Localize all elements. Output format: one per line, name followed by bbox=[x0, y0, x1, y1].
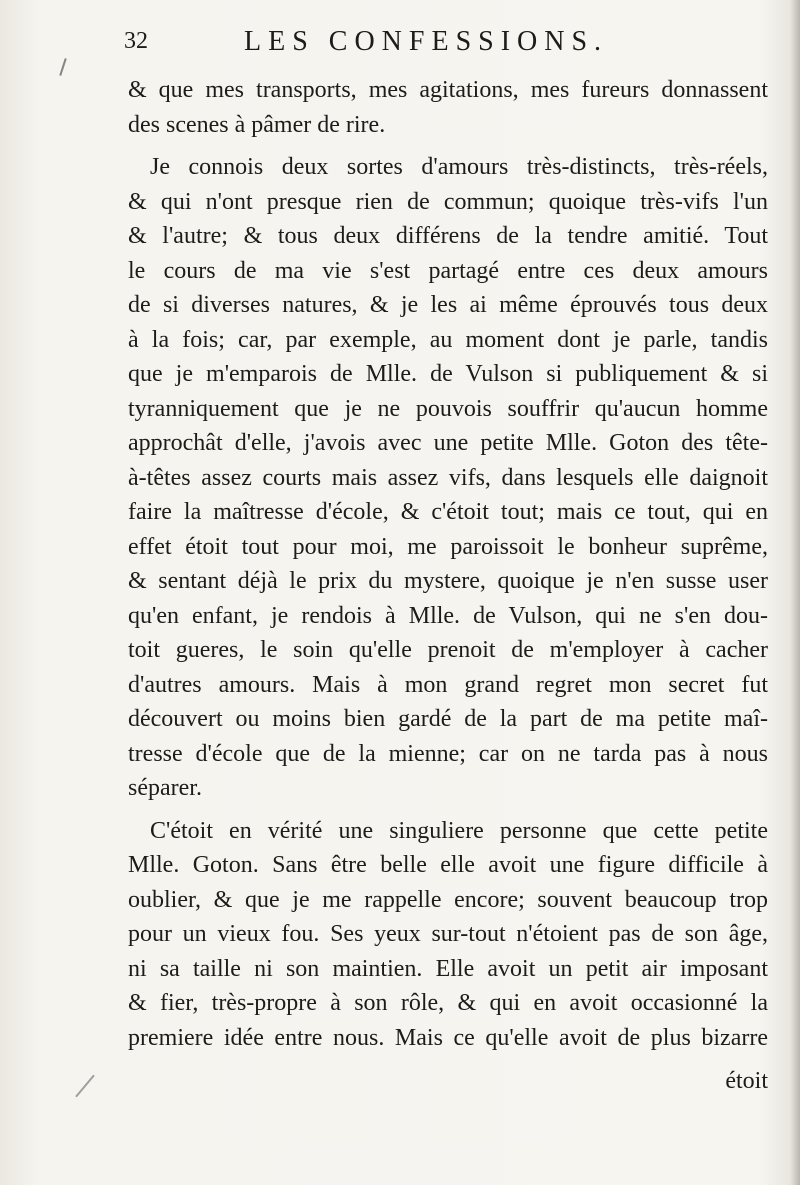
text-line: qu'en enfant, je rendois à Mlle. de Vulson, qui ne s'en dou- bbox=[128, 602, 768, 629]
text-line: & l'autre; & tous deux différens de la tendre amitié. Tout bbox=[128, 223, 768, 249]
text-line: à la fois; car, par exemple, au moment dont je parle, tandis bbox=[128, 326, 768, 353]
text-line: tyranniquement que je ne pouvois souffrir qu'aucun homme bbox=[128, 395, 768, 422]
text-line: des scenes à pâmer de rire. bbox=[128, 111, 386, 138]
body-text bbox=[128, 73, 768, 1055]
text-line: & sentant déjà le prix du mystere, quoique je n'en susse user bbox=[128, 568, 768, 594]
text-line: ni sa taille ni son maintien. Elle avoit un petit air imposant bbox=[128, 955, 768, 982]
text-line: à-têtes assez courts mais assez vifs, dans lesquels elle daignoit bbox=[128, 464, 768, 491]
text-line: de si diverses natures, & je les ai même éprouvés tous deux bbox=[128, 292, 768, 318]
text-line: premiere idée entre nous. Mais ce qu'elle avoit de plus bizarre bbox=[128, 1024, 768, 1051]
text-line: faire la maîtresse d'école, & c'étoit tout; mais ce tout, qui en bbox=[128, 499, 768, 525]
page-edge-shadow bbox=[790, 0, 800, 1185]
catchword: étoit bbox=[725, 1068, 768, 1094]
margin-pencil-mark-bottom bbox=[75, 1075, 95, 1098]
text-line: séparer. bbox=[128, 775, 202, 801]
running-title: LES CONFESSIONS. bbox=[244, 26, 609, 57]
text-line: le cours de ma vie s'est partagé entre ces deux amours bbox=[128, 257, 768, 284]
text-line: approchât d'elle, j'avois avec une petite Mlle. Goton des tête- bbox=[128, 430, 768, 456]
margin-pencil-mark bbox=[59, 58, 66, 76]
text-line: & que mes transports, mes agitations, mes fureurs donnassent bbox=[128, 77, 768, 103]
text-line: que je m'emparois de Mlle. de Vulson si publiquement & si bbox=[128, 361, 768, 387]
page-number: 32 bbox=[124, 28, 148, 54]
text-line: & fier, très-propre à son rôle, & qui en avoit occasionné la bbox=[128, 990, 768, 1016]
text-line: pour un vieux fou. Ses yeux sur-tout n'étoient pas de son âge, bbox=[128, 921, 768, 947]
text-line: Mlle. Goton. Sans être belle elle avoit une figure difficile à bbox=[128, 852, 768, 878]
text-line: découvert ou moins bien gardé de la part de ma petite maî- bbox=[128, 706, 768, 732]
text-line: tresse d'école que de la mienne; car on ne tarda pas à nous bbox=[128, 740, 768, 767]
text-line: toit gueres, le soin qu'elle prenoit de m'employer à cacher bbox=[128, 637, 768, 663]
running-header bbox=[120, 24, 770, 64]
text-line: oublier, & que je me rappelle encore; souvent beaucoup trop bbox=[128, 886, 768, 913]
text-line: effet étoit tout pour moi, me paroissoit le bonheur suprême, bbox=[128, 533, 768, 560]
text-line: Je connois deux sortes d'amours très-distincts, très-réels, bbox=[150, 154, 768, 180]
text-line: & qui n'ont presque rien de commun; quoique très-vifs l'un bbox=[128, 188, 768, 215]
text-line: C'étoit en vérité une singuliere personne que cette petite bbox=[150, 817, 768, 844]
text-line: d'autres amours. Mais à mon grand regret mon secret fut bbox=[128, 671, 768, 698]
